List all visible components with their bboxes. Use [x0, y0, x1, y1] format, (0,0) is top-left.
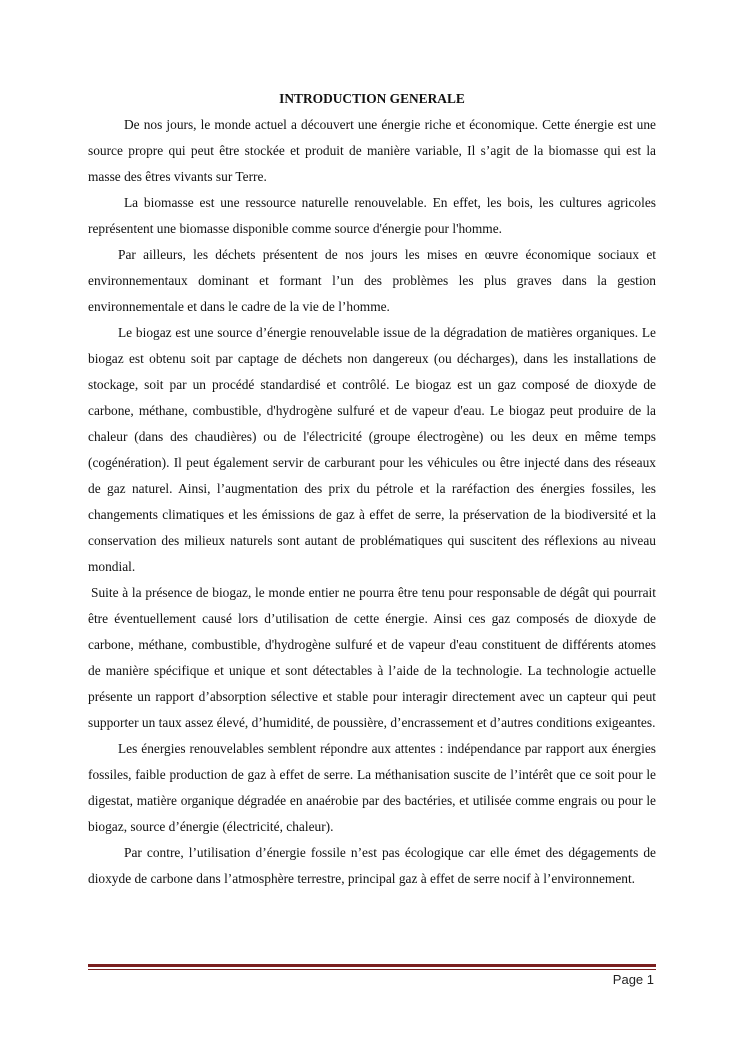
paragraph-2: La biomasse est une ressource naturelle renouvelable. En effet, les bois, les cultures agricoles représentent une biomasse disponible comme source d'énergie pour l'homme.	[88, 195, 656, 236]
footer-divider-thin	[88, 969, 656, 970]
page-number: Page 1	[612, 972, 654, 987]
document-page	[88, 86, 656, 892]
footer-divider-thick	[88, 964, 656, 967]
paragraph-4: Le biogaz est une source d’énergie renouvelable issue de la dégradation de matières organiques. Le biogaz est obtenu soit par captage de déchets non dangereux (ou décharges), dans les installations de stockage, soit par un procédé standardisé et contrôlé. Le biogaz est un gaz composé de dioxyde de carbone, méthane, combustible, d'hydrogène sulfuré et de vapeur d'eau. Le biogaz peut produire de la chaleur (dans des chaudières) ou de l'électricité (groupe électrogène) ou les deux en même temps (cogénération). Il peut également servir de carburant pour les véhicules ou être injecté dans des réseaux de gaz naturel. Ainsi, l’augmentation des prix du pétrole et la raréfaction des énergies fossiles, les changements climatiques et les émissions de gaz à effet de serre, la préservation de la biodiversité et la conservation des milieux naturels sont autant de problématiques qui suscitent des réflexions au niveau mondial.	[88, 325, 656, 574]
paragraph-6: Les énergies renouvelables semblent répondre aux attentes : indépendance par rapport aux énergies fossiles, faible production de gaz à effet de serre. La méthanisation suscite de l’intérêt que ce soit pour le digestat, matière organique dégradée en anaérobie par des bactéries, et utilisée comme engrais ou pour le biogaz, source d’énergie (électricité, chaleur).	[88, 741, 656, 834]
paragraph-1: De nos jours, le monde actuel a découvert une énergie riche et économique. Cette énergie est une source propre qui peut être stockée et produit de manière variable, Il s’agit de la biomasse qui est la masse des êtres vivants sur Terre.	[88, 117, 656, 184]
footer-divider	[88, 964, 656, 970]
paragraph-5: Suite à la présence de biogaz, le monde entier ne pourra être tenu pour responsable de dégât qui pourrait être éventuellement causé lors d’utilisation de cette énergie. Ainsi ces gaz composés de dioxyde de carbone, méthane, combustible, d'hydrogène sulfuré et de vapeur d'eau constituent de différents atomes de manière spécifique et unique et sont détectables à l’aide de la technologie. La technologie actuelle présente un rapport d’absorption sélective et stable pour interagir directement avec un capteur qui peut supporter un taux assez élevé, d’humidité, de poussière, d’encrassement et d’autres conditions exigeantes.	[88, 585, 656, 730]
paragraph-3: Par ailleurs, les déchets présentent de nos jours les mises en œuvre économique sociaux et environnementaux dominant et formant l’un des problèmes les plus graves dans la gestion environnementale et dans le cadre de la vie de l’homme.	[88, 247, 656, 314]
page-title: INTRODUCTION GENERALE	[279, 91, 465, 106]
paragraph-7: Par contre, l’utilisation d’énergie fossile n’est pas écologique car elle émet des dégagements de dioxyde de carbone dans l’atmosphère terrestre, principal gaz à effet de serre nocif à l’environnement.	[88, 845, 656, 886]
